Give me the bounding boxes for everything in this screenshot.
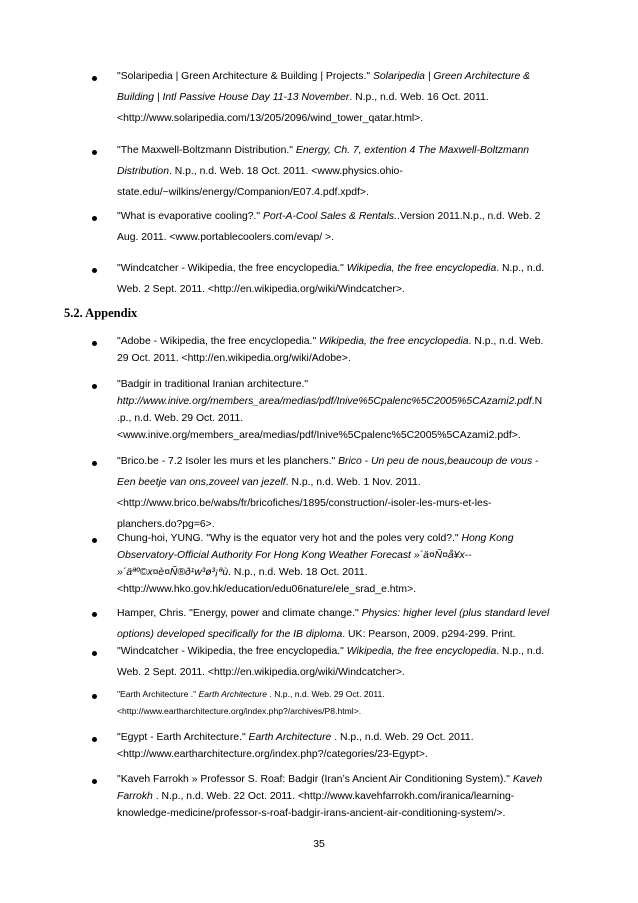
ref-source-title: http://www.inive.org/members_area/medias/pdf/Inive%5Cpalenc%5C2005%5CAzami2.pdf	[117, 396, 532, 407]
bullet-icon	[92, 694, 100, 702]
bullet-icon	[92, 779, 100, 787]
reference-entry	[117, 140, 569, 203]
ref-text: . N.p., n.d. Web. 16 Oct. 2011.	[349, 92, 489, 103]
ref-text: "Kaveh Farrokh » Professor S. Roaf: Badgir (Iran’s Ancient Air Conditioning System)."	[117, 774, 513, 785]
bullet-icon	[92, 76, 100, 84]
bullet-icon	[92, 150, 100, 158]
reference-entry	[117, 530, 569, 598]
ref-text: "Earth Architecture ."	[117, 689, 199, 699]
ref-text: . N.p., n.d. Web. 29 Oct. 2011.	[267, 689, 385, 699]
bullet-icon	[92, 384, 100, 392]
ref-source-title: Een beetje van ons,zoveel van jezelf	[117, 477, 286, 488]
ref-url: <http://www.eartharchitecture.org/index.php?/categories/23-Egypt>.	[117, 749, 428, 760]
bullet-icon	[92, 612, 100, 620]
ref-text: . N.p., n.d. Web.	[468, 336, 544, 347]
ref-text: . N.p., n.d. Web. 18 Oct. 2011. <www.physics.ohio-	[168, 166, 403, 177]
ref-text: .Version 2011.N.p., n.d. Web. 2	[396, 211, 541, 222]
ref-source-title: Physics: higher level (plus standard level	[361, 608, 550, 619]
ref-text: "What is evaporative cooling?."	[117, 211, 263, 222]
bullet-icon	[92, 268, 100, 276]
ref-text: . N.p., n.d. Web. 29 Oct. 2011.	[331, 732, 474, 743]
ref-source-title: Distribution	[117, 166, 169, 177]
ref-source-title: »´äªº©x¤è¤Ñ®ð¹w³ø³¡ªù	[117, 567, 229, 578]
ref-source-title: Farrokh	[117, 791, 153, 802]
reference-entry	[117, 451, 569, 535]
reference-entry	[117, 66, 569, 129]
ref-url: <http://www.solaripedia.com/13/205/2096/wind_tower_qatar.html>.	[117, 113, 424, 124]
ref-source-title: Earth Architecture	[198, 689, 268, 699]
bullet-icon	[92, 216, 100, 224]
ref-url: <http://www.eartharchitecture.org/index.php?/archives/P8.html>.	[117, 706, 362, 716]
ref-url: 29 Oct. 2011. <http://en.wikipedia.org/wiki/Adobe>.	[117, 353, 351, 364]
ref-url: Web. 2 Sept. 2011. <http://en.wikipedia.org/wiki/Windcatcher>.	[117, 284, 405, 295]
ref-text: "Solaripedia | Green Architecture & Building | Projects."	[117, 71, 373, 82]
section-heading: 5.2. Appendix	[64, 306, 138, 320]
ref-source-title: Port-A-Cool Sales & Rentals.	[263, 211, 397, 222]
ref-source-title: Observatory-Official Authority For Hong Kong Weather Forecast »´ä¤Ñ¤å¥x--	[117, 550, 472, 561]
ref-source-title: Wikipedia, the free encyclopedia	[346, 263, 497, 274]
ref-text: "Windcatcher - Wikipedia, the free encyclopedia."	[117, 263, 347, 274]
ref-text: "Badgir in traditional Iranian architecture."	[117, 379, 309, 390]
ref-text: "Brico.be - 7.2 Isoler les murs et les planchers."	[117, 456, 339, 467]
ref-source-title: Brico - Un peu de nous,beaucoup de vous -	[338, 456, 539, 467]
bullet-icon	[92, 538, 100, 546]
page-number: 35	[313, 839, 325, 850]
ref-source-title: Kaveh	[512, 774, 543, 785]
ref-url: planchers.do?pg=6>.	[117, 519, 215, 530]
ref-source-title: Hong Kong	[461, 533, 514, 544]
reference-entry	[117, 206, 569, 248]
ref-text: .N	[531, 396, 543, 407]
bullet-icon	[92, 461, 100, 469]
ref-source-title: Wikipedia, the free encyclopedia	[319, 336, 469, 347]
ref-url: knowledge-medicine/professor-s-roaf-badgir-irans-ancient-air-conditioning-system/>.	[117, 808, 506, 819]
reference-entry	[117, 603, 569, 645]
ref-text: "Adobe - Wikipedia, the free encyclopedia."	[117, 336, 320, 347]
reference-entry	[117, 729, 569, 763]
bullet-icon	[92, 651, 100, 659]
ref-url: Aug. 2011. <www.portablecoolers.com/evap/ >.	[117, 232, 334, 243]
ref-url: Web. 2 Sept. 2011. <http://en.wikipedia.org/wiki/Windcatcher>.	[117, 667, 405, 678]
ref-text: "Egypt - Earth Architecture."	[117, 732, 249, 743]
reference-entry	[117, 641, 569, 683]
ref-source-title: Wikipedia, the free encyclopedia	[346, 646, 497, 657]
ref-text: .p., n.d. Web. 29 Oct. 2011.	[117, 413, 244, 424]
reference-entry	[117, 771, 569, 822]
bullet-icon	[92, 737, 100, 745]
ref-text: . N.p., n.d. Web. 18 Oct. 2011.	[228, 567, 368, 578]
ref-url: <http://www.hko.gov.hk/education/edu06nature/ele_srad_e.htm>.	[117, 584, 417, 595]
reference-entry	[117, 686, 569, 720]
ref-text: Chung-hoi, YUNG. "Why is the equator very hot and the poles very cold?."	[117, 533, 462, 544]
ref-text: . UK: Pearson, 2009. p294-299. Print.	[342, 629, 516, 640]
ref-url: state.edu/~wilkins/energy/Companion/E07.4.pdf.xpdf>.	[117, 187, 369, 198]
reference-entry	[117, 333, 569, 367]
ref-source-title: Energy, Ch. 7, extention 4 The Maxwell-Boltzmann	[295, 145, 530, 156]
ref-text: "Windcatcher - Wikipedia, the free encyclopedia."	[117, 646, 347, 657]
ref-url: <www.inive.org/members_area/medias/pdf/Inive%5Cpalenc%5C2005%5CAzami2.pdf>.	[117, 430, 521, 441]
ref-source-title: options) developed specifically for the IB diploma	[117, 629, 343, 640]
reference-entry	[117, 376, 569, 444]
ref-text: . N.p., n.d. Web. 1 Nov. 2011.	[285, 477, 421, 488]
ref-source-title: Solaripedia | Green Architecture &	[372, 71, 531, 82]
reference-entry	[117, 258, 569, 300]
ref-text: "The Maxwell-Boltzmann Distribution."	[117, 145, 296, 156]
ref-text: Hamper, Chris. "Energy, power and climate change."	[117, 608, 362, 619]
ref-text: . N.p., n.d. Web. 22 Oct. 2011. <http://www.kavehfarrokh.com/iranica/learning-	[152, 791, 515, 802]
ref-url: <http://www.brico.be/wabs/fr/bricofiches/1895/construction/-isoler-les-murs-et-les-	[117, 498, 492, 509]
bullet-icon	[92, 341, 100, 349]
ref-text: . N.p., n.d.	[496, 646, 545, 657]
ref-source-title: Earth Architecture	[248, 732, 332, 743]
ref-source-title: Building | Intl Passive House Day 11-13 November	[117, 92, 350, 103]
ref-text: . N.p., n.d.	[496, 263, 545, 274]
